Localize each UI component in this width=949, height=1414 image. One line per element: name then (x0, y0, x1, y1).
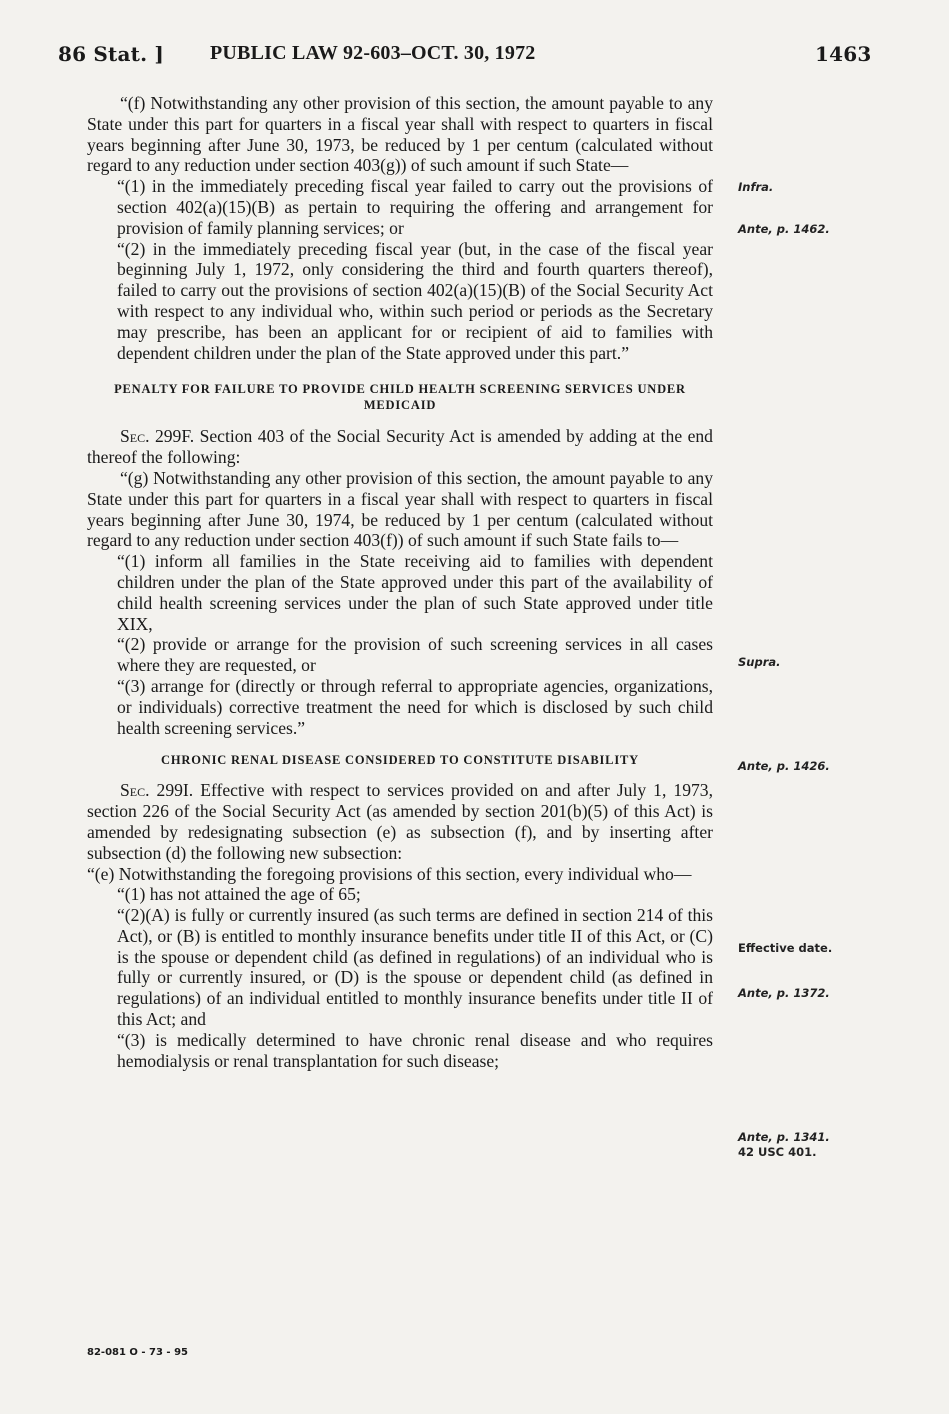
paragraph-f: “(f) Notwithstanding any other provision of this section, the amount payable to any State under this part for quarters in a fiscal year shall with respect to quarters in fiscal years beginning after June 30, 1973, be reduced by 1 per centum (calculated without regard to any reduction under section 403(g)) of such amount if such State— (87, 93, 713, 176)
paragraph-g-3: “(3) arrange for (directly or through referral to appropriate agencies, organizations, or individuals) corrective treatment the need for which is disclosed by such child health screening services.” (117, 675, 713, 738)
document-body (87, 93, 713, 1071)
margin-note-ante-1341: Ante, p. 1341. (738, 1130, 830, 1144)
header-title: PUBLIC LAW 92-603–OCT. 30, 1972 (210, 42, 536, 64)
paragraph-e-1: “(1) has not attained the age of 65; (117, 884, 361, 905)
margin-note-42-usc-401: 42 USC 401. (738, 1145, 817, 1159)
margin-note-ante-1372: Ante, p. 1372. (738, 986, 830, 1000)
margin-note-effective-date: Effective date. (738, 941, 833, 955)
paragraph-g-1: “(1) inform all families in the State receiving aid to families with dependent children under the plan of the State approved under this part of the availability of child health screening services under the plan of such State approved under title XIX, (117, 551, 713, 634)
paragraph-g-2: “(2) provide or arrange for the provision of such screening services in all cases where they are requested, or (117, 634, 713, 676)
paragraph-e-3: “(3) is medically determined to have chronic renal disease and who requires hemodialysis or renal transplantation for such disease; (117, 1029, 713, 1071)
section-299f-label: Sec. 299F. (120, 426, 195, 447)
section-299i-intro (87, 780, 713, 863)
paragraph-e-2: “(2)(A) is fully or currently insured (as such terms are defined in section 214 of this Act), or (B) is entitled to monthly insurance benefits under title II of this Act, or (C) is the spouse or dependent child (as defined in regulations) of an individual who is fully or currently insured, or (D) is the spouse or dependent child (as defined in regulations) of an individual entitled to monthly insurance benefits under title II of this Act; and (117, 905, 713, 1030)
section-heading-renal: CHRONIC RENAL DISEASE CONSIDERED TO CONSTITUTE DISABILITY (161, 753, 639, 768)
section-299i-text: Effective with respect to services provided on and after July 1, 1973, section 226 of the Social Security Act (as amended by section 201(b)(5) of this Act) is amended by redesignating subsection (e) as subsection (f), and by inserting after subsection (d) the following new subsection: (87, 780, 713, 863)
paragraph-f-2: “(2) in the immediately preceding fiscal year (but, in the case of the fiscal year beginning July 1, 1972, only considering the third and fourth quarters thereof), failed to carry out the provisions of section 402(a)(15)(B) of the Social Security Act with respect to any individual who, within such period or periods as the Secretary may prescribe, has been an applicant for or recipient of aid to families with dependent children under the plan of the State approved under this part.” (117, 238, 713, 363)
paragraph-f-1: “(1) in the immediately preceding fiscal year failed to carry out the provisions of section 402(a)(15)(B) as pertain to requiring the offering and arrangement for provision of family planning services; or (117, 176, 713, 238)
section-heading-penalty: PENALTY FOR FAILURE TO PROVIDE CHILD HEALTH SCREENING SERVICES UNDER MEDICAID (114, 382, 686, 413)
header-page-number: 1463 (815, 42, 872, 66)
section-299i-label: Sec. 299I. (120, 780, 194, 801)
section-299f-text: Section 403 of the Social Security Act is amended by adding at the end thereof the following: (87, 426, 713, 468)
paragraph-g: “(g) Notwithstanding any other provision of this section, the amount payable to any State under this part for quarters in a fiscal year shall with respect to quarters in fiscal years beginning after June 30, 1974, be reduced by 1 per centum (calculated without regard to any reduction under section 403(f)) of such amount if such State fails to— (87, 467, 713, 551)
section-299f-intro (87, 426, 713, 468)
margin-note-infra: Infra. (738, 180, 774, 194)
paragraph-e: “(e) Notwithstanding the foregoing provisions of this section, every individual who— (87, 863, 692, 884)
header-statute-volume: 86 Stat. ] (58, 42, 165, 66)
footer-print-code: 82-081 O - 73 - 95 (87, 1347, 188, 1358)
margin-note-ante-1426: Ante, p. 1426. (738, 759, 830, 773)
margin-note-ante-1462: Ante, p. 1462. (738, 222, 830, 236)
margin-note-supra: Supra. (738, 655, 781, 669)
